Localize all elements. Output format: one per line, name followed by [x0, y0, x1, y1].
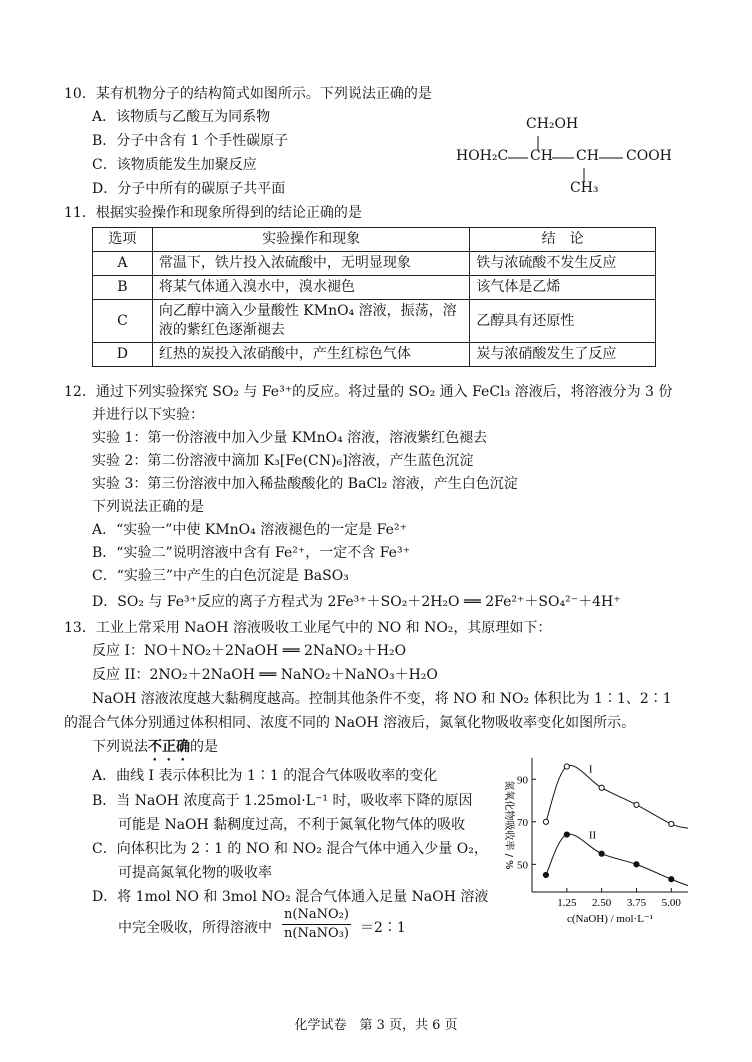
- col-header: 选项: [93, 228, 153, 252]
- y-tick-label: 50: [517, 859, 528, 872]
- q10-option-c: C．该物质能发生加聚反应: [92, 157, 257, 173]
- structure-formula: [456, 116, 676, 202]
- table-row: [93, 300, 656, 343]
- q13-option-b-line1: B．当 NaOH 浓度高于 1.25mol·L⁻¹ 时，吸收率下降的原因: [92, 793, 473, 809]
- q11-stem: 11．根据实验操作和现象所得到的结论正确的是: [64, 205, 362, 221]
- q13-ask: [92, 737, 218, 764]
- struct-mid: CH: [530, 148, 553, 164]
- q13-ask-pre: 下列说法: [92, 739, 148, 755]
- q13-option-a: A．曲线 I 表示体积比为 1∶1 的混合气体吸收率的变化: [92, 768, 438, 784]
- table-cell: 向乙醇中滴入少量酸性 KMnO₄ 溶液，振荡，溶液的紫红色逐渐褪去: [152, 300, 470, 343]
- y-tick-label: 90: [517, 774, 528, 787]
- x-tick-label: 1.25: [557, 897, 577, 909]
- data-point: [599, 785, 604, 790]
- struct-right: CH: [576, 148, 599, 164]
- q10-stem: 10．某有机物分子的结构简式如图所示。下列说法正确的是: [64, 86, 432, 102]
- q13-para-1: NaOH 溶液浓度越大黏稠度越高。控制其他条件不变，将 NO 和 NO₂ 体积比为 1∶1、2∶1: [92, 691, 672, 707]
- q12-option-a: A．“实验一”中使 KMnO₄ 溶液褪色的一定是 Fe²⁺: [92, 522, 407, 538]
- q12-ask: 下列说法正确的是: [92, 499, 204, 515]
- q12-exp2: 实验 2：第二份溶液中滴加 K₃[Fe(CN)₆]溶液，产生蓝色沉淀: [92, 453, 474, 469]
- q13-option-c-line2: 可提高氮氧化物的吸收率: [118, 865, 272, 881]
- table-cell: A: [93, 252, 153, 276]
- table-row: [93, 343, 656, 367]
- x-axis-label: c(NaOH) / mol·L⁻¹: [566, 913, 654, 924]
- series-line-I: [546, 763, 688, 829]
- q13-ask-emphasis: 不正确: [148, 739, 190, 755]
- struct-bonds: [456, 116, 676, 202]
- absorption-chart: [496, 752, 708, 924]
- series-label: II: [588, 829, 597, 842]
- q13-option-c-line1: C．向体积比为 2∶1 的 NO 和 NO₂ 混合气体中通入少量 O₂，: [92, 841, 488, 857]
- data-point: [634, 802, 639, 807]
- q12-option-c: C．“实验三”中产生的白色沉淀是 BaSO₃: [92, 568, 349, 584]
- q13-reaction-2: 反应 II：2NO₂＋2NaOH ══ NaNO₂＋NaNO₃＋H₂O: [92, 667, 438, 683]
- table-row: [93, 252, 656, 276]
- col-header: 实验操作和现象: [152, 228, 470, 252]
- q10-option-d: D．分子中所有的碳原子共平面: [92, 181, 286, 197]
- series-line-II: [546, 834, 688, 886]
- data-point: [599, 851, 604, 856]
- table-cell: 乙醇具有还原性: [470, 300, 656, 343]
- q13-para-2: 的混合气体分别通过体积相同、浓度不同的 NaOH 溶液后，氮氧化物吸收率变化如图所示。: [64, 715, 636, 731]
- struct-cooh: COOH: [626, 148, 672, 164]
- x-tick-label: 5.00: [661, 897, 681, 909]
- table-cell: D: [93, 343, 153, 367]
- y-axis-label: 氮氧化物吸收率 / %: [503, 780, 514, 870]
- q12-option-d: D．SO₂ 与 Fe³⁺反应的离子方程式为 2Fe³⁺＋SO₂＋2H₂O ══ 2Fe²⁺＋SO₄²⁻＋4H⁺: [92, 594, 621, 610]
- q12-exp3: 实验 3：第三份溶液中加入稀盐酸酸化的 BaCl₂ 溶液，产生白色沉淀: [92, 476, 518, 492]
- fraction-numerator: n(NaNO₂): [282, 906, 351, 925]
- col-header: 结 论: [470, 228, 656, 252]
- q13-reaction-1: 反应 I：NO＋NO₂＋2NaOH ══ 2NaNO₂＋H₂O: [92, 643, 407, 659]
- q12-stem-line1: 12．通过下列实验探究 SO₂ 与 Fe³⁺的反应。将过量的 SO₂ 通入 FeCl₃ 溶液后，将溶液分为 3 份: [64, 384, 673, 400]
- data-point: [564, 764, 569, 769]
- fraction-denominator: n(NaNO₃): [284, 926, 349, 941]
- table-cell: 铁与浓硫酸不发生反应: [470, 252, 656, 276]
- struct-bottom: CH₃: [570, 180, 599, 196]
- table-row: [93, 276, 656, 300]
- table-cell: C: [93, 300, 153, 343]
- fraction-equals: ＝2∶1: [360, 920, 406, 936]
- x-tick-label: 2.50: [592, 897, 612, 909]
- q12-exp1: 实验 1：第一份溶液中加入少量 KMnO₄ 溶液，溶液紫红色褪去: [92, 430, 488, 446]
- struct-top: CH₂OH: [526, 116, 579, 132]
- data-point: [634, 862, 639, 867]
- x-tick-label: 3.75: [626, 897, 647, 909]
- table-cell: 红热的炭投入浓硝酸中，产生红棕色气体: [152, 343, 470, 367]
- table-cell: 将某气体通入溴水中，溴水褪色: [152, 276, 470, 300]
- table-cell: 该气体是乙烯: [470, 276, 656, 300]
- struct-left: HOH₂C: [456, 148, 509, 164]
- q13-option-d-line2: 中完全吸收，所得溶液中: [118, 920, 272, 936]
- q13-option-b-line2: 可能是 NaOH 黏稠度过高，不利于氮氧化物气体的吸收: [118, 817, 466, 833]
- q12-stem-line2: 并进行以下实验：: [92, 407, 204, 423]
- table-cell: 常温下，铁片投入浓硫酸中，无明显现象: [152, 252, 470, 276]
- q13-ask-post: 的是: [190, 739, 218, 755]
- q11-table: [92, 227, 656, 367]
- q10-option-a: A．该物质与乙酸互为同系物: [92, 109, 271, 125]
- table-cell: B: [93, 276, 153, 300]
- fraction: [282, 906, 351, 943]
- page-footer: 化学试卷 第 3 页，共 6 页: [294, 1018, 458, 1033]
- series-label: I: [588, 763, 593, 776]
- table-cell: 炭与浓硝酸发生了反应: [470, 343, 656, 367]
- data-point: [543, 819, 548, 824]
- q13-option-d-line1: D．将 1mol NO 和 3mol NO₂ 混合气体通入足量 NaOH 溶液: [92, 889, 489, 905]
- table-header-row: [93, 228, 656, 252]
- chart-svg: [496, 752, 708, 924]
- data-point: [669, 877, 674, 882]
- q12-option-b: B．“实验二”说明溶液中含有 Fe²⁺，一定不含 Fe³⁺: [92, 545, 410, 561]
- data-point: [543, 872, 548, 877]
- data-point: [564, 832, 569, 837]
- q10-option-b: B．分子中含有 1 个手性碳原子: [92, 133, 289, 149]
- y-tick-label: 70: [517, 816, 528, 829]
- data-point: [669, 821, 674, 826]
- q13-stem: 13．工业上常采用 NaOH 溶液吸收工业尾气中的 NO 和 NO₂，其原理如下：: [64, 620, 552, 636]
